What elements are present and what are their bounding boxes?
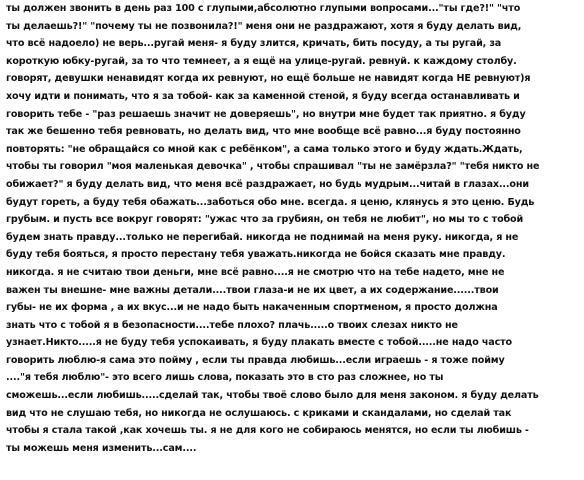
- text-line: буду тебя бояться, я просто перестану тебя уважать.никогда не бойся сказать мне правду.: [6, 249, 506, 261]
- text-line: грубым. и пусть все вокруг говорят: "ужас что за грубиян, он тебя не любит", но мы то с тобой: [6, 214, 524, 226]
- text-line: ты должен звонить в день раз 100 с глупыми,абсолютно глупыми вопросами..."ты где?!" "что: [6, 3, 521, 14]
- text-line: чтобы я стала такой ,как хочешь ты. я не для кого не собираюсь менятся, но если ты любишь -: [6, 425, 529, 437]
- text-line: так же бешенно тебя ревновать, но делать вид, что мне вообще всё равно...я буду постоянно: [6, 126, 521, 138]
- text-paragraph: [6, 0, 580, 457]
- text-line: чтобы ты говорил "моя маленькая девочка" , чтобы спрашивал "ты не замёрзла?" "тебя никто не: [6, 161, 540, 173]
- text-line: говорят, девушки ненавидят когда их ревнуют, но ещё больше не навидят когда НЕ ревнуют)я: [6, 73, 531, 85]
- text-line: будут гореть, а буду тебя обажать...заботься обо мне. всегда. я ценю, клянусь я это ценю. Будь: [6, 196, 535, 208]
- text-line: ты можешь меня изменить...сам....: [6, 442, 197, 454]
- text-line: говорить тебе - "раз решаешь значит не доверяешь", но внутри мне будет так приятно. я буду: [6, 108, 526, 120]
- text-line: сможешь...если любишь.....сделай так, чтобы твоё слово было для меня законом. я буду делать: [6, 390, 539, 402]
- text-line: ...."я тебя люблю"- это всего лишь слова, показать это в сто раз сложнее, но ты: [6, 372, 444, 384]
- text-line: будем знать правду...только не перегибай. никогда не поднимай на меня руку. никогда, я не: [6, 231, 519, 243]
- text-line: говорить люблю-я сама это пойму , если ты правда любишь...если играешь - я тоже пойму: [6, 354, 505, 366]
- text-line: что всё надоело) не верь...ругай меня- я буду злится, кричать, бить посуду, а ты ругай, за: [6, 38, 502, 50]
- text-line: обижает?" я буду делать вид, что меня всё раздражает, но будь мудрым...читай в глазах...они: [6, 178, 529, 190]
- text-line: ты делаешь?!" "почему ты не позвонила?!" меня они не раздражают, хотя я буду делать вид,: [6, 20, 522, 32]
- text-line: короткую юбку-ругай, за то что темнеет, а я ещё на улице-ругай. ревнуй. к каждому столбу.: [6, 55, 517, 67]
- text-line: узнает.Никто.....я не буду тебя успокаивать, я буду плакать вместе с тобой.....не надо часто: [6, 337, 512, 349]
- text-line: знать что с тобой я в безопасности....тебе плохо? плачь.....о твоих слезах никто не: [6, 319, 458, 331]
- text-line: губы- не их форма , а их вкус...и не надо быть накаченным спортменом, я просто должна: [6, 302, 498, 314]
- text-line: вид что не слушаю тебя, но никогда не ослушаюсь. с криками и скандалами, но сделай так: [6, 407, 512, 419]
- text-line: никогда. я не считаю твои деньги, мне всё равно....я не смотрю что на тебе надето, мне не: [6, 266, 505, 278]
- text-line: важен ты внешне- мне важны детали....твои глаза-и не их цвет, а их содержание......твои: [6, 284, 499, 296]
- text-line: повторять: "не обращайся со мной как с ребёнком", а сама только этого и буду ждать.Ждать,: [6, 143, 523, 155]
- text-line: хочу идти и понимать, что я за тобой- как за каменной стеной, я буду всегда останавливать и: [6, 90, 520, 102]
